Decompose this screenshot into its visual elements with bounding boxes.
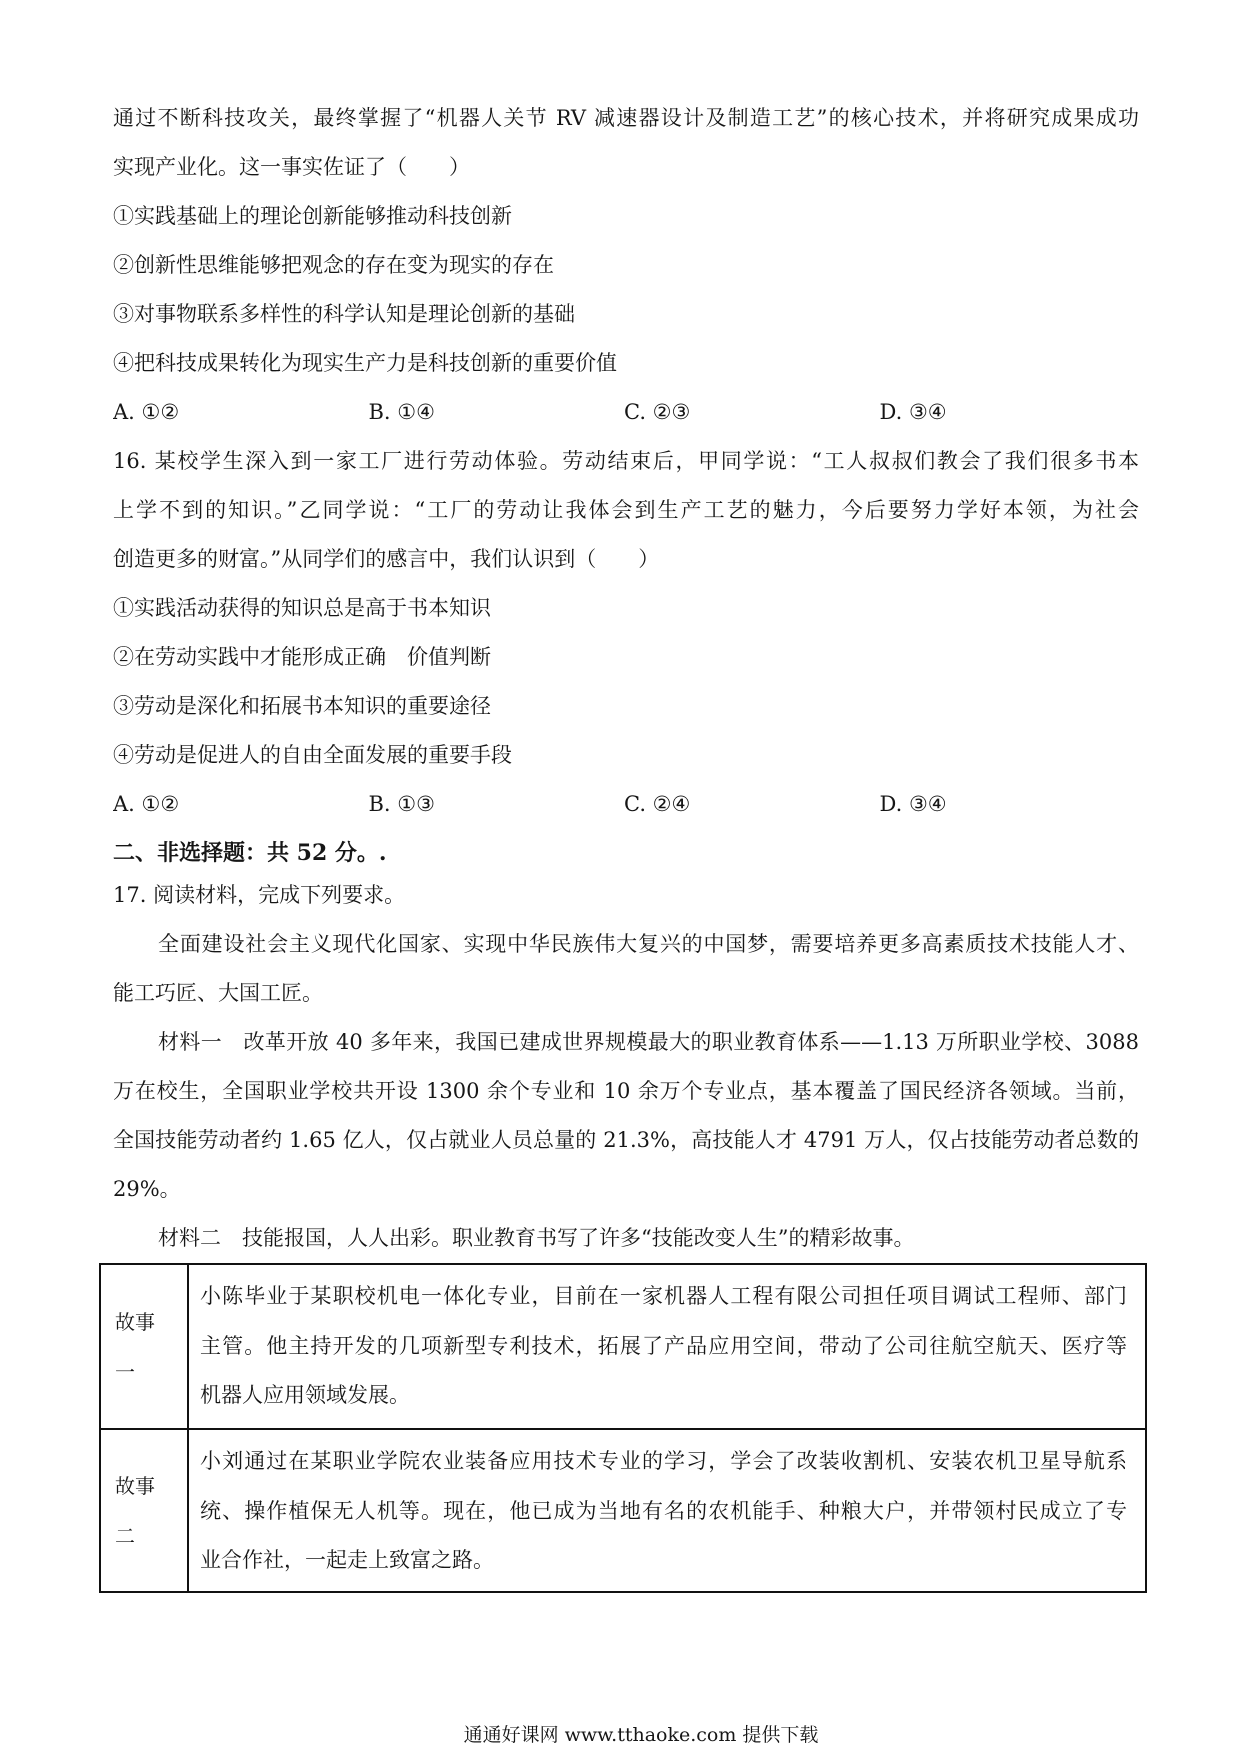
material-2-line: 材料二 技能报国，人人出彩。职业教育书写了许多“技能改变人生”的精彩故事。	[158, 1226, 915, 1250]
story-text-line: 业合作社，一起走上致富之路。	[200, 1548, 494, 1572]
choice-d: D. ③④	[879, 400, 947, 424]
choice-c: C. ②④	[624, 792, 691, 816]
statement-1: ①实践基础上的理论创新能够推动科技创新	[113, 204, 512, 228]
statement-2: ②创新性思维能够把观念的存在变为现实的存在	[113, 253, 554, 277]
question-17	[113, 871, 1139, 1593]
footer-source: 通通好课网 www.tthaoke.com 提供下载	[463, 1724, 819, 1746]
statement-2: ②在劳动实践中才能形成正确 价值判断	[113, 645, 491, 669]
statement-4: ④劳动是促进人的自由全面发展的重要手段	[113, 743, 512, 767]
story-row-1	[101, 1265, 1145, 1428]
answer-choices	[113, 780, 1139, 829]
choice-d: D. ③④	[879, 792, 947, 816]
story-label-cell	[101, 1430, 189, 1591]
question-stem-line: 创造更多的财富。”从同学们的感言中，我们认识到（ ）	[113, 547, 660, 571]
statement-3: ③对事物联系多样性的科学认知是理论创新的基础	[113, 302, 575, 326]
choice-a: A. ①②	[113, 792, 180, 816]
story-text-line: 主管。他主持开发的几项新型专利技术，拓展了产品应用空间，带动了公司往航空航天、医疗等	[200, 1333, 1127, 1358]
material-intro-line: 全面建设社会主义现代化国家、实现中华民族伟大复兴的中国梦，需要培养更多高素质技术技能人才、	[158, 932, 1139, 956]
question-continued	[113, 94, 1139, 437]
story-text-line: 统、操作植保无人机等。现在，他已成为当地有名的农机能手、种粮大户，并带领村民成立了专	[200, 1498, 1127, 1523]
question-16	[113, 437, 1139, 829]
story-text-cell	[189, 1265, 1145, 1428]
material-1-line: 万在校生，全国职业学校共开设 1300 余个专业和 10 余万个专业点，基本覆盖了国民经济各领域。当前，	[113, 1079, 1139, 1103]
statement-3: ③劳动是深化和拓展书本知识的重要途径	[113, 694, 491, 718]
story-label-cell	[101, 1265, 189, 1428]
material-1-line: 材料一 改革开放 40 多年来，我国已建成世界规模最大的职业教育体系——1.13 万所职业学校、3088	[158, 1030, 1139, 1054]
story-label: 故事二	[115, 1473, 155, 1548]
choice-a: A. ①②	[113, 400, 180, 424]
page-content	[113, 94, 1139, 1593]
material-1-line: 全国技能劳动者约 1.65 亿人，仅占就业人员总量的 21.3%，高技能人才 4791 万人，仅占技能劳动者总数的	[113, 1128, 1139, 1152]
material-1-line: 29%。	[113, 1177, 181, 1201]
choice-b: B. ①④	[368, 400, 435, 424]
story-row-2	[101, 1428, 1145, 1591]
choice-c: C. ②③	[624, 400, 691, 424]
story-text-line: 机器人应用领域发展。	[200, 1383, 410, 1407]
question-stem-line: 16. 某校学生深入到一家工厂进行劳动体验。劳动结束后，甲同学说：“工人叔叔们教会了我们很多书本	[113, 449, 1139, 473]
story-text-line: 小陈毕业于某职校机电一体化专业，目前在一家机器人工程有限公司担任项目调试工程师、部门	[200, 1284, 1127, 1308]
section-heading: 二、非选择题：共 52 分。.	[113, 840, 387, 866]
material-intro-line: 能工巧匠、大国工匠。	[113, 981, 323, 1005]
story-label: 故事一	[115, 1309, 155, 1384]
story-table	[99, 1263, 1147, 1593]
story-text-line: 小刘通过在某职业学院农业装备应用技术专业的学习，学会了改装收割机、安装农机卫星导航系	[200, 1449, 1127, 1473]
story-text-cell	[189, 1430, 1145, 1591]
answer-choices	[113, 388, 1139, 437]
statement-4: ④把科技成果转化为现实生产力是科技创新的重要价值	[113, 351, 617, 375]
question-17-prompt: 17. 阅读材料，完成下列要求。	[113, 883, 406, 907]
choice-b: B. ①③	[368, 792, 435, 816]
question-stem-line: 实现产业化。这一事实佐证了（ ）	[113, 155, 470, 179]
statement-1: ①实践活动获得的知识总是高于书本知识	[113, 596, 491, 620]
question-stem-line: 上学不到的知识。”乙同学说：“工厂的劳动让我体会到生产工艺的魅力，今后要努力学好本领，为社会	[113, 498, 1139, 522]
question-stem-line: 通过不断科技攻关，最终掌握了“机器人关节 RV 减速器设计及制造工艺”的核心技术，并将研究成果成功	[113, 106, 1139, 130]
